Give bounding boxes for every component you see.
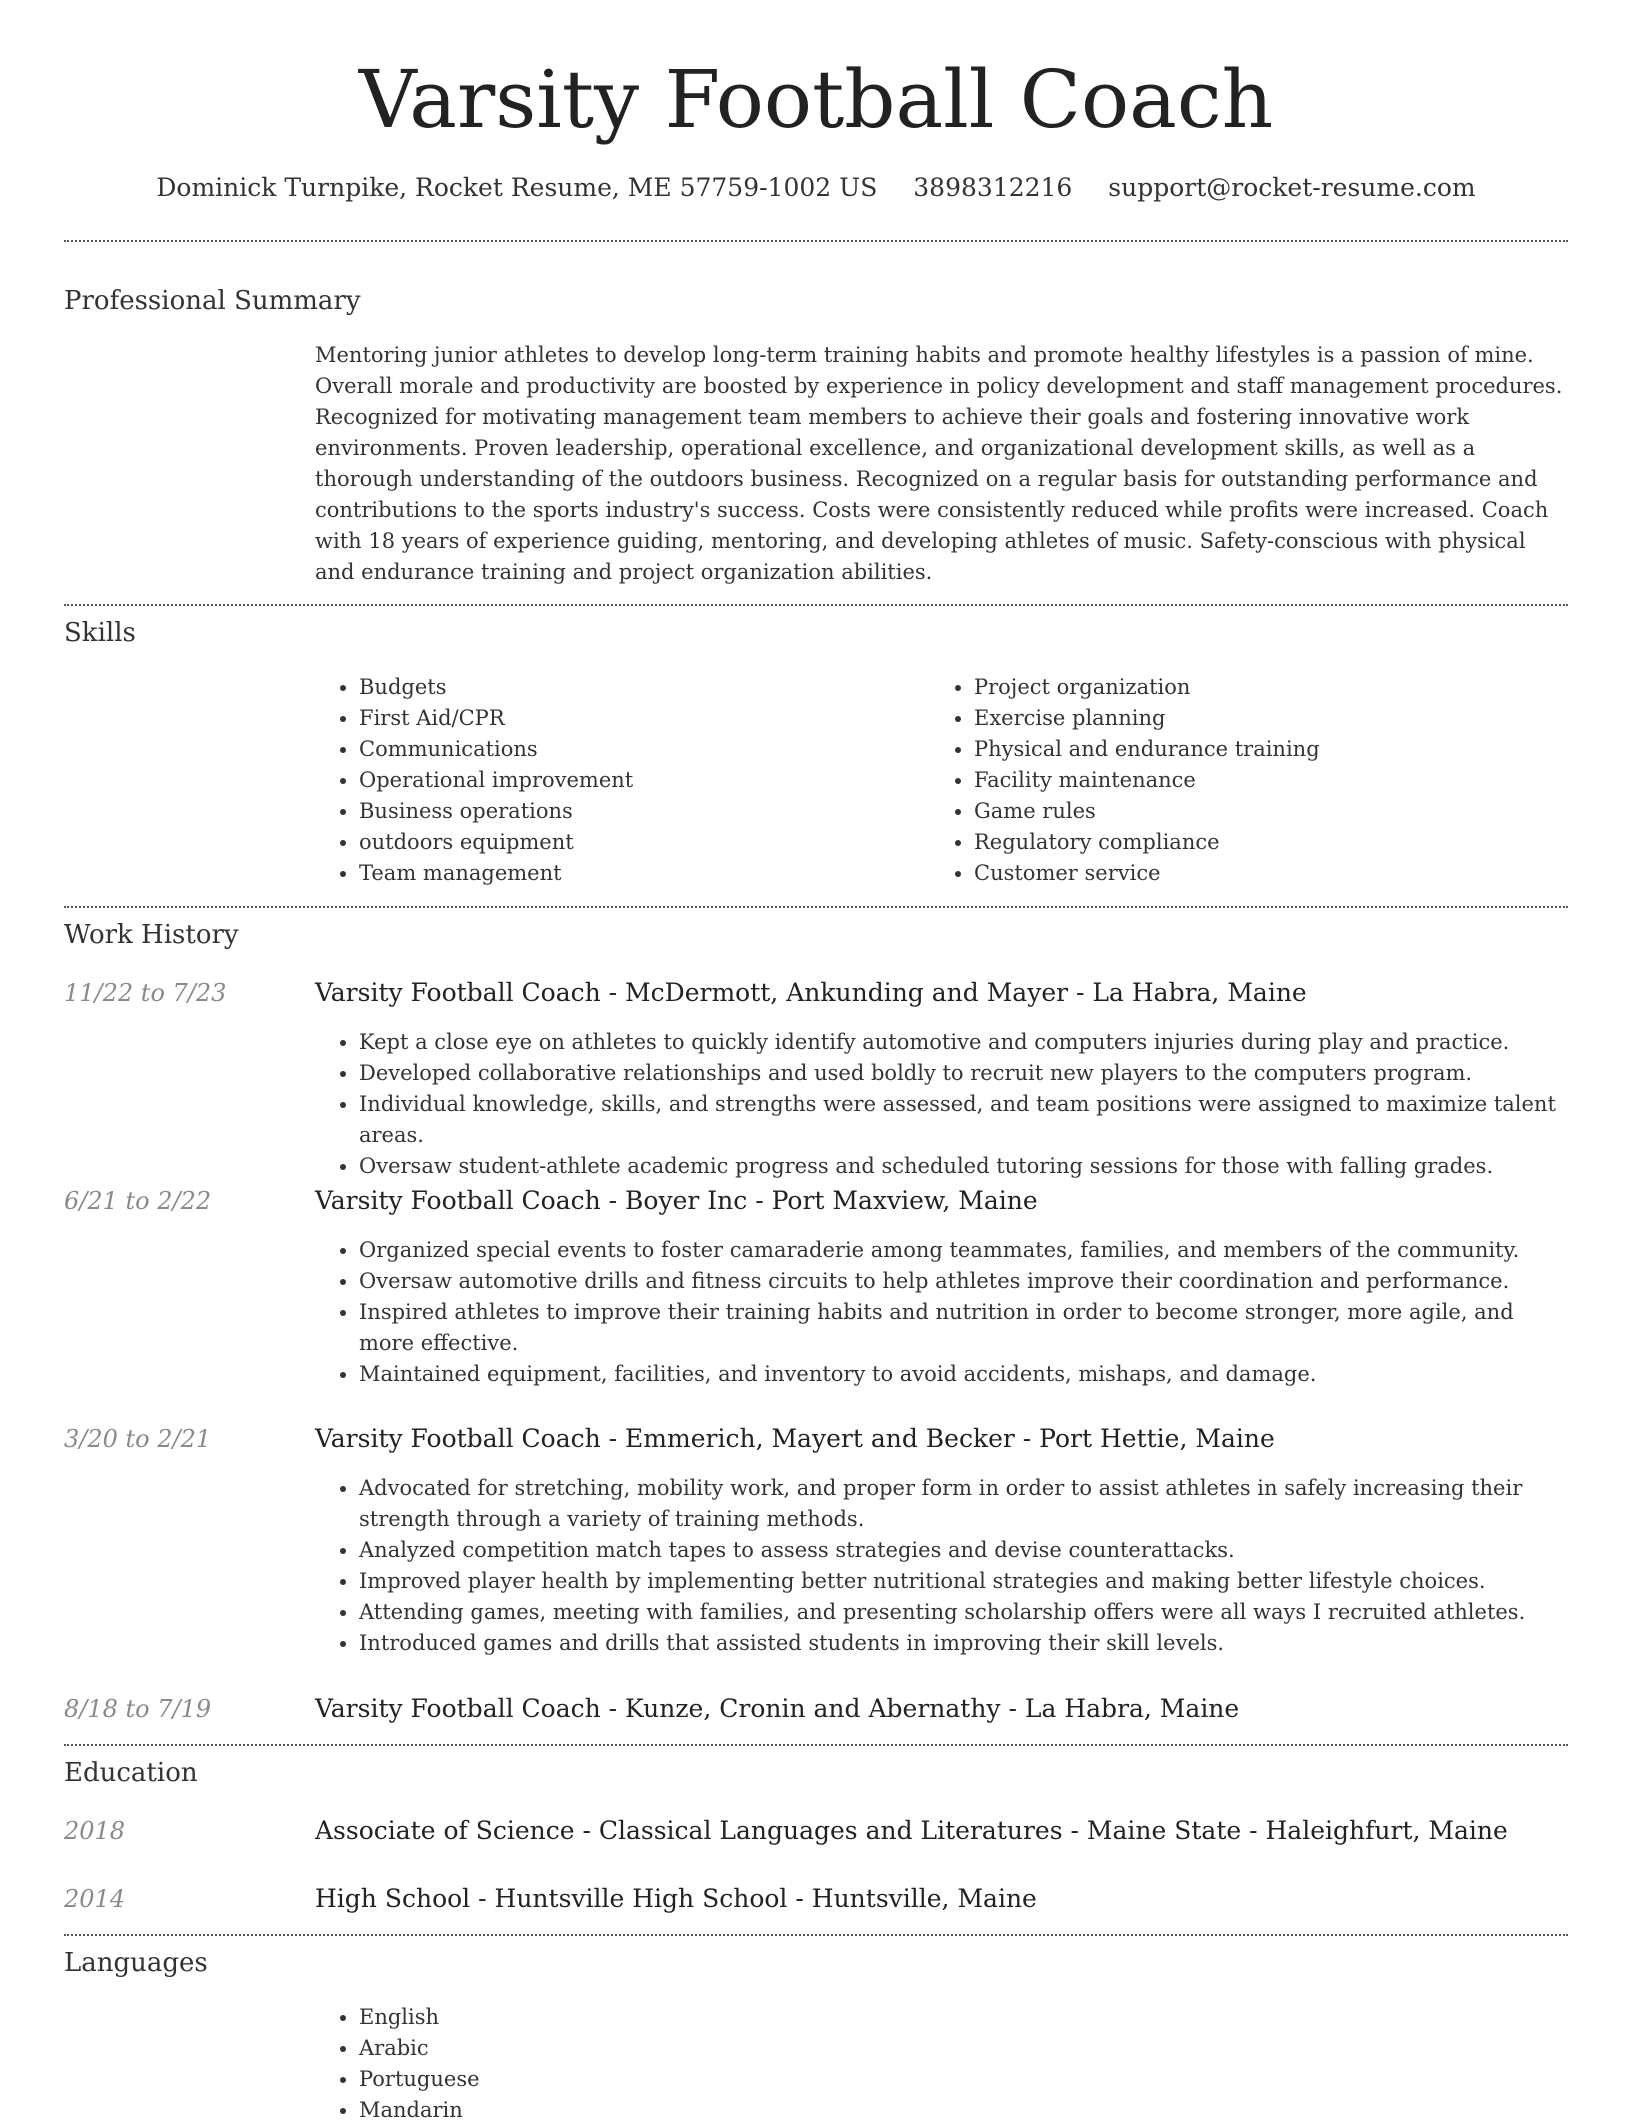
education-date: 2018 xyxy=(64,1817,126,1845)
skill-item: • Business operations xyxy=(359,796,915,827)
job-duty: • Attending games, meeting with families, and presenting scholarship offers were all ways I recruited athletes. xyxy=(359,1597,1575,1628)
divider xyxy=(64,240,1568,242)
section-title-summary: Professional Summary xyxy=(64,286,361,316)
divider xyxy=(64,906,1568,908)
skills-column-left xyxy=(315,672,915,889)
skill-item: • Team management xyxy=(359,858,915,889)
skills-list-left xyxy=(315,672,915,889)
job-duty: • Advocated for stretching, mobility work, and proper form in order to assist athletes in safely increasing their strength through a variety of training methods. xyxy=(359,1473,1575,1535)
job-date: 11/22 to 7/23 xyxy=(64,979,227,1007)
contact-line xyxy=(0,170,1632,206)
section-title-skills: Skills xyxy=(64,618,136,648)
job-duties xyxy=(315,1235,1575,1390)
language-item: • Arabic xyxy=(359,2033,1575,2064)
job-date: 8/18 to 7/19 xyxy=(64,1695,212,1723)
divider xyxy=(64,1934,1568,1936)
contact-address: Dominick Turnpike, Rocket Resume, ME 57759-1002 US xyxy=(156,173,878,202)
contact-email: support@rocket-resume.com xyxy=(1108,173,1476,202)
job-duty: • Introduced games and drills that assisted students in improving their skill levels. xyxy=(359,1628,1575,1659)
job-duty: • Maintained equipment, facilities, and inventory to avoid accidents, mishaps, and damage. xyxy=(359,1359,1575,1390)
languages xyxy=(315,2002,1575,2126)
skill-item: • Game rules xyxy=(974,796,1550,827)
job-duty: • Inspired athletes to improve their training habits and nutrition in order to become stronger, more agile, and more effective. xyxy=(359,1297,1575,1359)
skill-item: • Exercise planning xyxy=(974,703,1550,734)
skill-item: • Physical and endurance training xyxy=(974,734,1550,765)
job-title: Varsity Football Coach - Boyer Inc - Port Maxview, Maine xyxy=(315,1186,1038,1215)
skill-item: • Regulatory compliance xyxy=(974,827,1550,858)
contact-phone: 3898312216 xyxy=(913,173,1073,202)
section-title-languages: Languages xyxy=(64,1948,208,1978)
resume-title: Varsity Football Coach xyxy=(358,53,1274,146)
education-title: Associate of Science - Classical Languages and Literatures - Maine State - Haleighfurt, Maine xyxy=(315,1816,1508,1845)
education-date: 2014 xyxy=(64,1885,126,1913)
skill-item: • Communications xyxy=(359,734,915,765)
skill-item: • outdoors equipment xyxy=(359,827,915,858)
skill-item: • Project organization xyxy=(974,672,1550,703)
job-title: Varsity Football Coach - Kunze, Cronin and Abernathy - La Habra, Maine xyxy=(315,1694,1240,1723)
job-duty: • Kept a close eye on athletes to quickly identify automotive and computers injuries during play and practice. xyxy=(359,1027,1575,1058)
skill-item: • Budgets xyxy=(359,672,915,703)
job-duties-list xyxy=(315,1235,1575,1390)
job-duties xyxy=(315,1027,1575,1182)
section-title-work-history: Work History xyxy=(64,920,239,950)
skills-column-right xyxy=(930,672,1550,889)
job-duty: • Developed collaborative relationships and used boldly to recruit new players to the computers program. xyxy=(359,1058,1575,1089)
skills-list-right xyxy=(930,672,1550,889)
job-duties-list xyxy=(315,1027,1575,1182)
job-duty: • Improved player health by implementing better nutritional strategies and making better lifestyle choices. xyxy=(359,1566,1575,1597)
skill-item: • Customer service xyxy=(974,858,1550,889)
job-duties xyxy=(315,1473,1575,1659)
skill-item: • Facility maintenance xyxy=(974,765,1550,796)
divider xyxy=(64,1744,1568,1746)
job-duty: • Oversaw student-athlete academic progress and scheduled tutoring sessions for those with falling grades. xyxy=(359,1151,1575,1182)
job-duty: • Oversaw automotive drills and fitness circuits to help athletes improve their coordination and performance. xyxy=(359,1266,1575,1297)
job-duty: • Analyzed competition match tapes to assess strategies and devise counterattacks. xyxy=(359,1535,1575,1566)
language-item: • Portuguese xyxy=(359,2064,1575,2095)
job-duty: • Organized special events to foster camaraderie among teammates, families, and members of the community. xyxy=(359,1235,1575,1266)
job-date: 3/20 to 2/21 xyxy=(64,1425,212,1453)
divider xyxy=(64,604,1568,606)
languages-list xyxy=(315,2002,1575,2126)
job-duty: • Individual knowledge, skills, and strengths were assessed, and team positions were assigned to maximize talent areas. xyxy=(359,1089,1575,1151)
language-item: • Mandarin xyxy=(359,2095,1575,2126)
language-item: • English xyxy=(359,2002,1575,2033)
job-date: 6/21 to 2/22 xyxy=(64,1187,212,1215)
job-duties-list xyxy=(315,1473,1575,1659)
job-title: Varsity Football Coach - Emmerich, Mayert and Becker - Port Hettie, Maine xyxy=(315,1424,1275,1453)
skill-item: • Operational improvement xyxy=(359,765,915,796)
summary-text: Mentoring junior athletes to develop long-term training habits and promote healthy lifestyles is a passion of mine. Overall morale and productivity are boosted by experience in policy development and staff management procedures. Recognized for motivating management team members to achieve their goals and fostering innovative work environments. Proven leadership, operational excellence, and organizational development skills, as well as a thorough understanding of the outdoors business. Recognized on a regular basis for outstanding performance and contributions to the sports industry's success. Costs were consistently reduced while profits were increased. Coach with 18 years of experience guiding, mentoring, and developing athletes of music. Safety-conscious with physical and endurance training and project organization abilities. xyxy=(315,343,1563,584)
section-title-education: Education xyxy=(64,1758,198,1788)
job-title: Varsity Football Coach - McDermott, Ankunding and Mayer - La Habra, Maine xyxy=(315,978,1307,1007)
skill-item: • First Aid/CPR xyxy=(359,703,915,734)
education-title: High School - Huntsville High School - Huntsville, Maine xyxy=(315,1884,1037,1913)
